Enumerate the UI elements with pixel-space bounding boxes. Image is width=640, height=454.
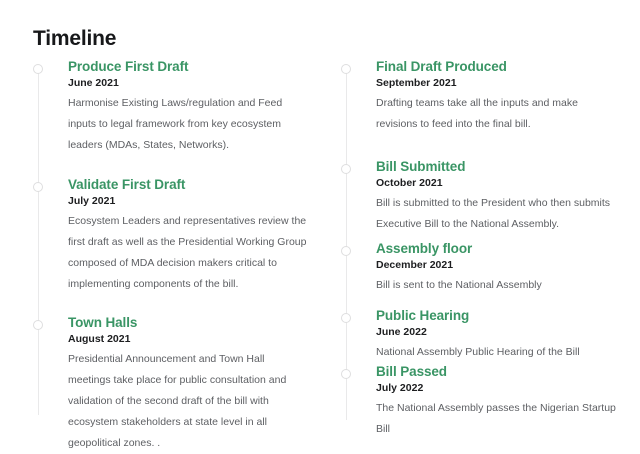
timeline-item-date: September 2021	[376, 77, 457, 89]
timeline-item-description: Bill is submitted to the President who then submits Executive Bill to the National Assembly.	[376, 197, 611, 230]
timeline-item-description: Drafting teams take all the inputs and make revisions to feed into the final bill.	[376, 97, 578, 130]
timeline-item-date: December 2021	[376, 259, 454, 271]
timeline-item	[341, 363, 640, 440]
timeline-node-icon	[33, 320, 43, 330]
timeline-item-title: Bill Passed	[376, 364, 447, 379]
timeline-item-description: Ecosystem Leaders and representatives review the first draft as well as the Presidential Working Group composed of MDA decision makers critical to implementing components of the bill.	[68, 215, 307, 290]
timeline-item	[341, 240, 640, 296]
timeline-item-date: July 2022	[376, 382, 424, 394]
timeline-item-date: June 2022	[376, 326, 427, 338]
timeline-item	[341, 158, 640, 235]
timeline-item-title: Produce First Draft	[68, 59, 189, 74]
timeline-item-description: Bill is sent to the National Assembly	[376, 279, 542, 291]
timeline-node-icon	[341, 246, 351, 256]
timeline-node-icon	[341, 313, 351, 323]
timeline-item-description: Harmonise Existing Laws/regulation and Feed inputs to legal framework from key ecosystem leaders (MDAs, States, Networks).	[68, 97, 283, 151]
timeline-node-icon	[33, 182, 43, 192]
timeline-item-date: June 2021	[68, 77, 119, 89]
timeline-node-icon	[341, 164, 351, 174]
timeline-item-date: July 2021	[68, 195, 116, 207]
timeline-item-description: National Assembly Public Hearing of the Bill	[376, 346, 580, 358]
timeline-item	[341, 58, 640, 135]
timeline-item	[33, 58, 368, 156]
timeline-item-date: October 2021	[376, 177, 443, 189]
timeline-item-description: Presidential Announcement and Town Hall meetings take place for public consultation and validation of the second draft of the bill with ecosystem stakeholders at state level in all geopolitical zones. .	[68, 353, 287, 449]
timeline-node-icon	[341, 369, 351, 379]
timeline-item-title: Public Hearing	[376, 308, 470, 323]
timeline-item-title: Assembly floor	[376, 241, 473, 256]
timeline-node-icon	[341, 64, 351, 74]
timeline-item-title: Town Halls	[68, 315, 138, 330]
timeline-node-icon	[33, 64, 43, 74]
timeline-item-title: Final Draft Produced	[376, 59, 507, 74]
timeline-item	[33, 176, 368, 295]
page-title: Timeline	[33, 27, 117, 51]
timeline-item-date: August 2021	[68, 333, 131, 345]
timeline-item-description: The National Assembly passes the Nigerian Startup Bill	[376, 402, 616, 435]
timeline-item	[341, 307, 640, 363]
timeline-item	[33, 314, 368, 454]
timeline-item-title: Bill Submitted	[376, 159, 466, 174]
timeline-item-title: Validate First Draft	[68, 177, 186, 192]
